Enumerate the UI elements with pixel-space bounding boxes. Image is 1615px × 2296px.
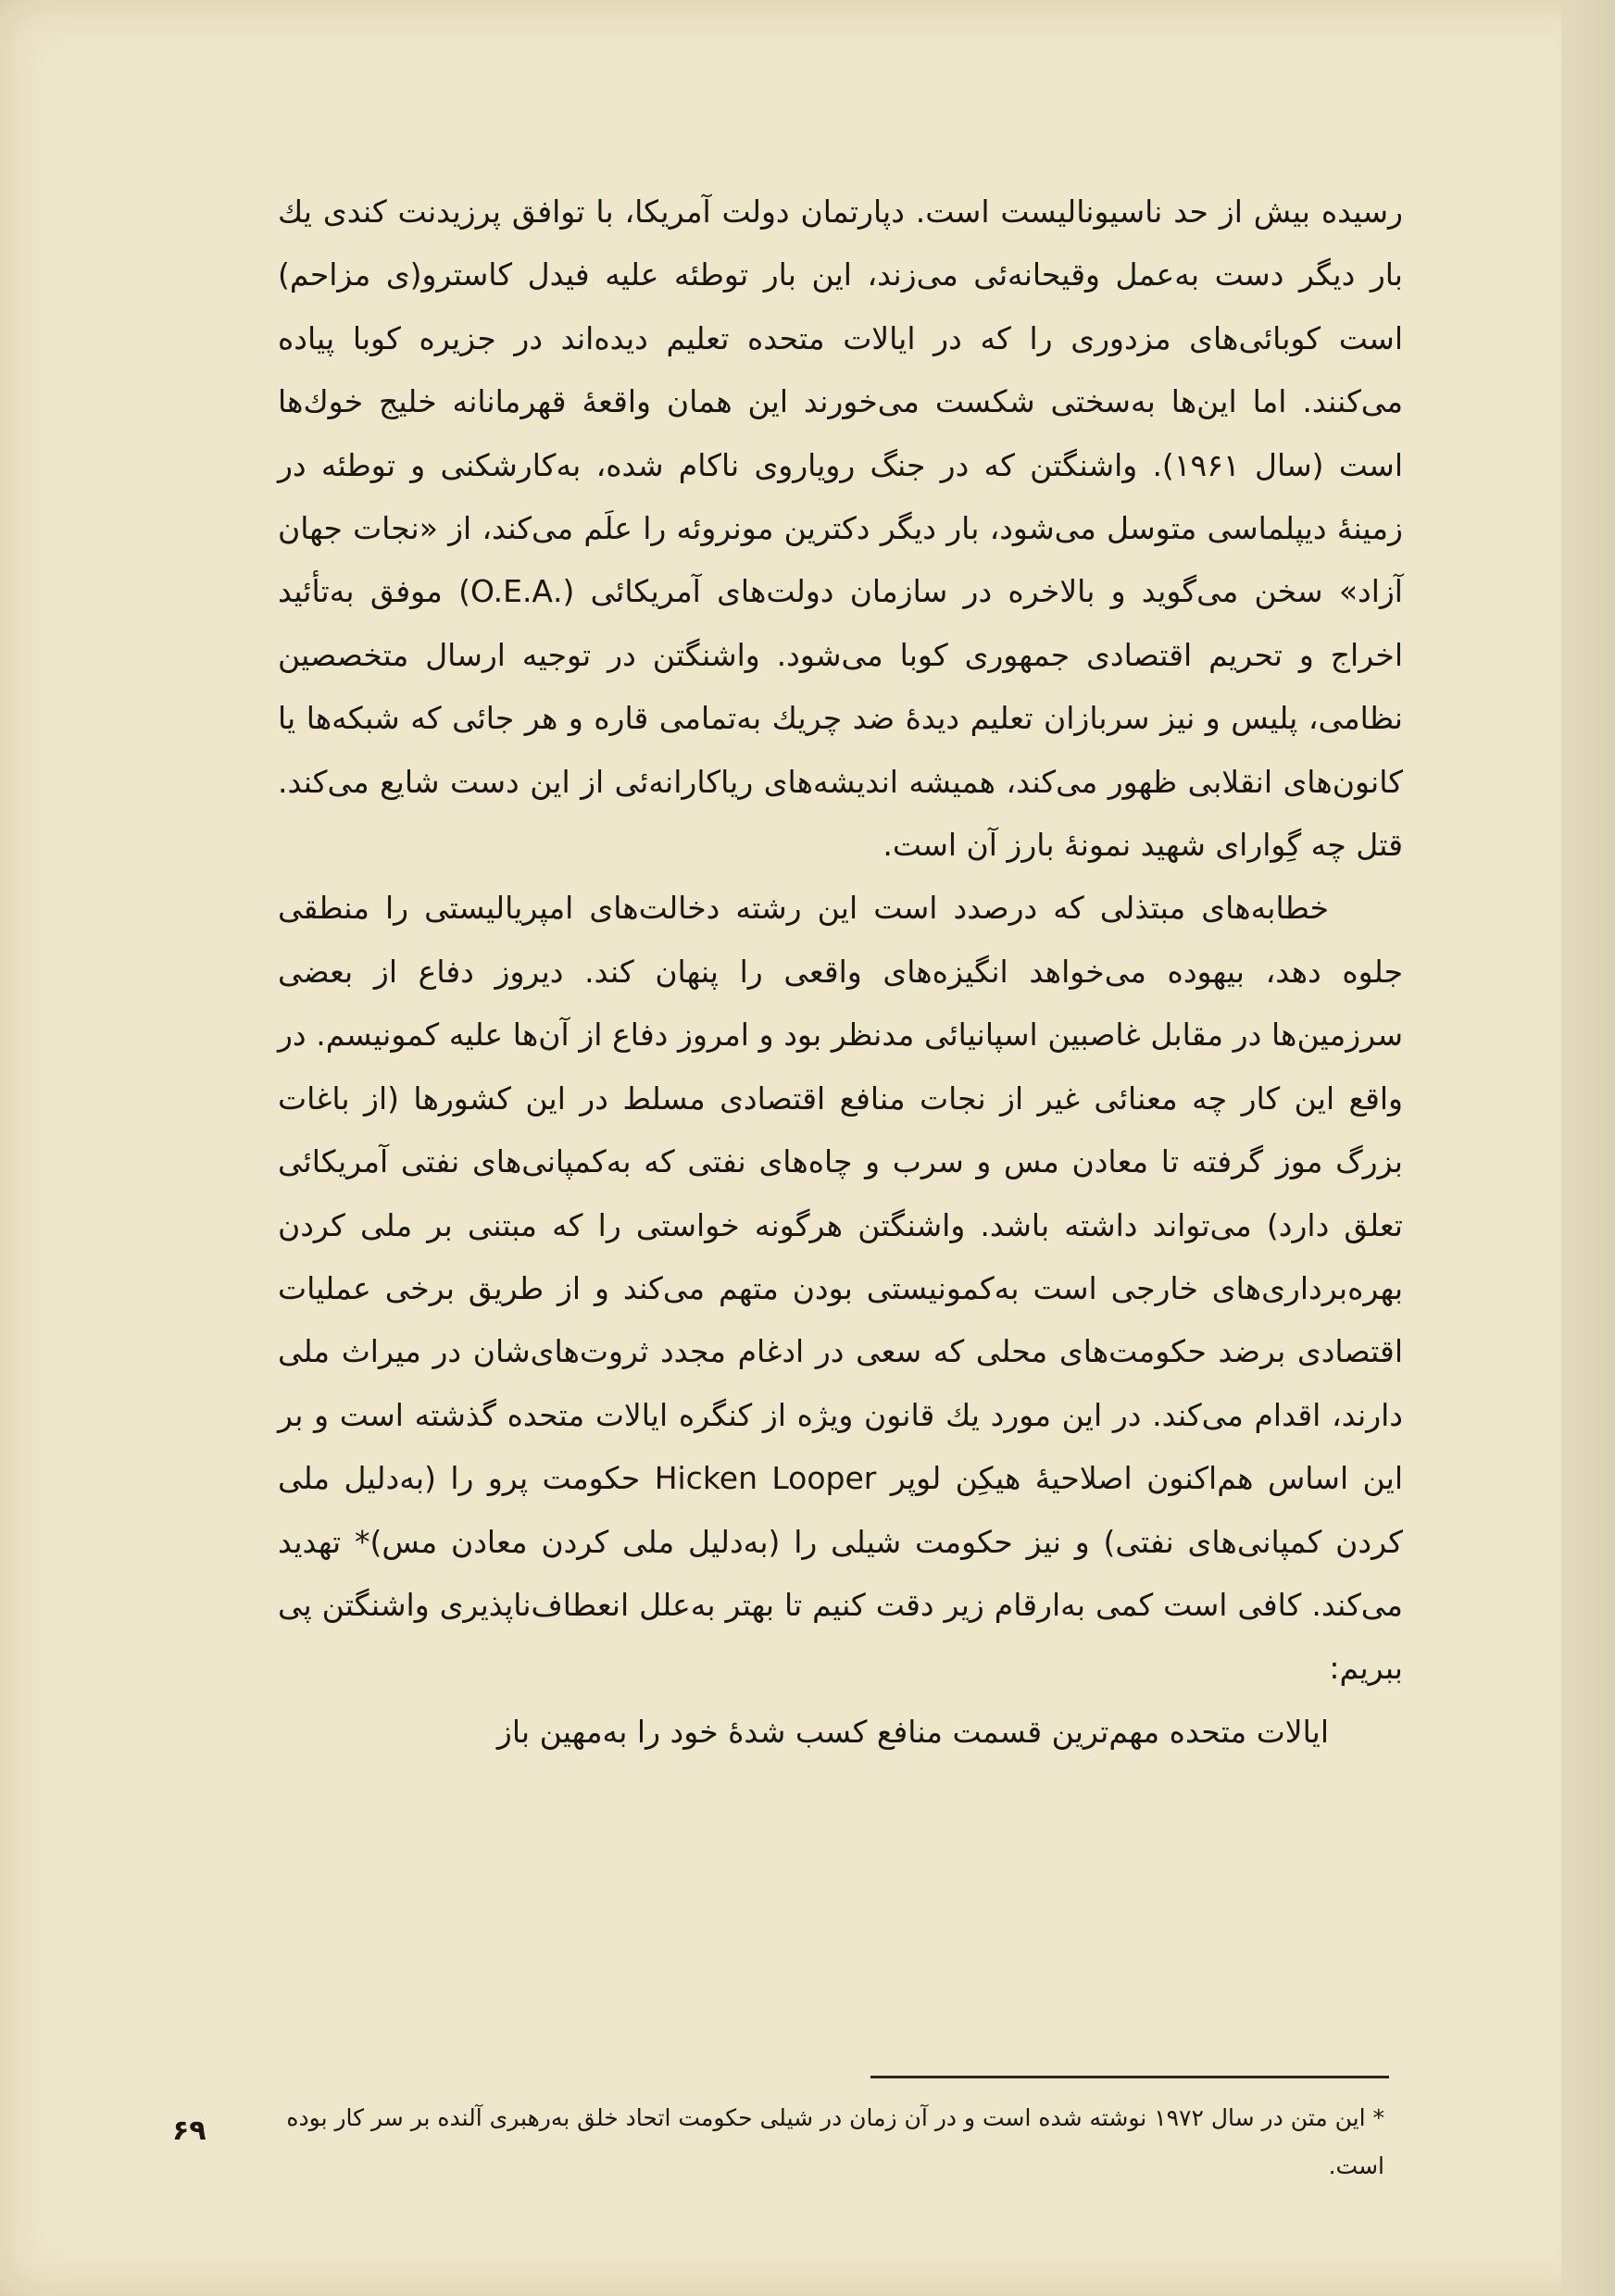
paragraph-1: رسیده بیش از حد ناسیونالیست است. دپارتمان دولت آمریکا، با توافق پرزیدنت کندی یك بار دیگر دست به‌عمل وقیحانه‌ئی می‌زند، این بار توطئه علیه فیدل کاسترو(ی مزاحم) است کوبائی‌های مزدوری را که در ایالات متحده تعلیم دیده‌اند در جزیره کوبا پیاده می‌کنند. اما این‌ها به‌سختی شکست می‌خورند این همان واقعهٔ قهرمانانه خلیج خوك‌ها است (سال ۱۹۶۱). واشنگتن که در جنگ رویاروی ناکام شده، به‌کارشکنی و توطئه در زمینهٔ دیپلماسی متوسل می‌شود، بار دیگر دکترین مونروئه را علَم می‌کند، از «نجات جهان آزاد» سخن می‌گوید و بالاخره در سازمان دولت‌های آمریکائی (.O.E.A) موفق به‌تأئید اخراج و تحریم اقتصادی جمهوری کوبا می‌شود. واشنگتن در توجیه ارسال متخصصین نظامی، پلیس و نیز سربازان تعلیم دیدهٔ ضد چریك به‌تمامی قاره و هر جائی که شبکه‌ها یا کانون‌های انقلابی ظهور می‌کند، همیشه اندیشه‌های ریاکارانه‌ئی از این دست شایع می‌کند. قتل چه گِوارای شهید نمونهٔ بارز آن است. [278,193,1403,864]
footnote: * این متن در سال ۱۹۷۲ نوشته شده است و در آن زمان در شیلی حکومت اتحاد خلق به‌رهبری آلنده بر سر کار بوده است. [286,2104,1384,2179]
paragraph-3: ایالات متحده مهم‌ترین قسمت منافع کسب شدهٔ خود را به‌مهین باز [496,1713,1329,1750]
footnote-divider [870,2076,1389,2078]
paragraph-2: خطابه‌های مبتذلی که درصدد است این رشته دخالت‌های امپریالیستی را منطقی جلوه دهد، بیهوده می‌خواهد انگیزه‌های واقعی را پنهان کند. دیروز دفاع از بعضی سرزمین‌ها در مقابل غاصبین اسپانیائی مدنظر بود و امروز دفاع از آن‌ها علیه کمونیسم. در واقع این کار چه معنائی غیر از نجات منافع اقتصادی مسلط در این کشورها (از باغات بزرگ موز گرفته تا معادن مس و سرب و چاه‌های نفتی که به‌کمپانی‌های نفتی آمریکائی تعلق دارد) می‌تواند داشته باشد. واشنگتن هرگونه خواستی را که مبتنی بر ملی کردن بهره‌برداری‌های خارجی است به‌کمونیستی بودن متهم می‌کند و از طریق برخی عملیات اقتصادی برضد حکومت‌های محلی که سعی در ادغام مجدد ثروت‌های‌شان در میراث ملی دارند، اقدام می‌کند. در این مورد یك قانون ویژه از کنگره ایالات متحده گذشته است و بر این اساس هم‌اکنون اصلاحیهٔ هیکِن لوپر Hicken Looper حکومت پرو را (به‌دلیل ملی کردن کمپانی‌های نفتی) و نیز حکومت شیلی را (به‌دلیل ملی کردن معادن مس)* تهدید می‌کند. کافی است کمی به‌ارقام زیر دقت کنیم تا بهتر به‌علل انعطاف‌ناپذیری واشنگتن پی ببریم: [278,890,1403,1687]
body-text [278,181,1403,1764]
page-number: ۶۹ [172,2115,207,2147]
page-edge [1561,0,1615,2296]
